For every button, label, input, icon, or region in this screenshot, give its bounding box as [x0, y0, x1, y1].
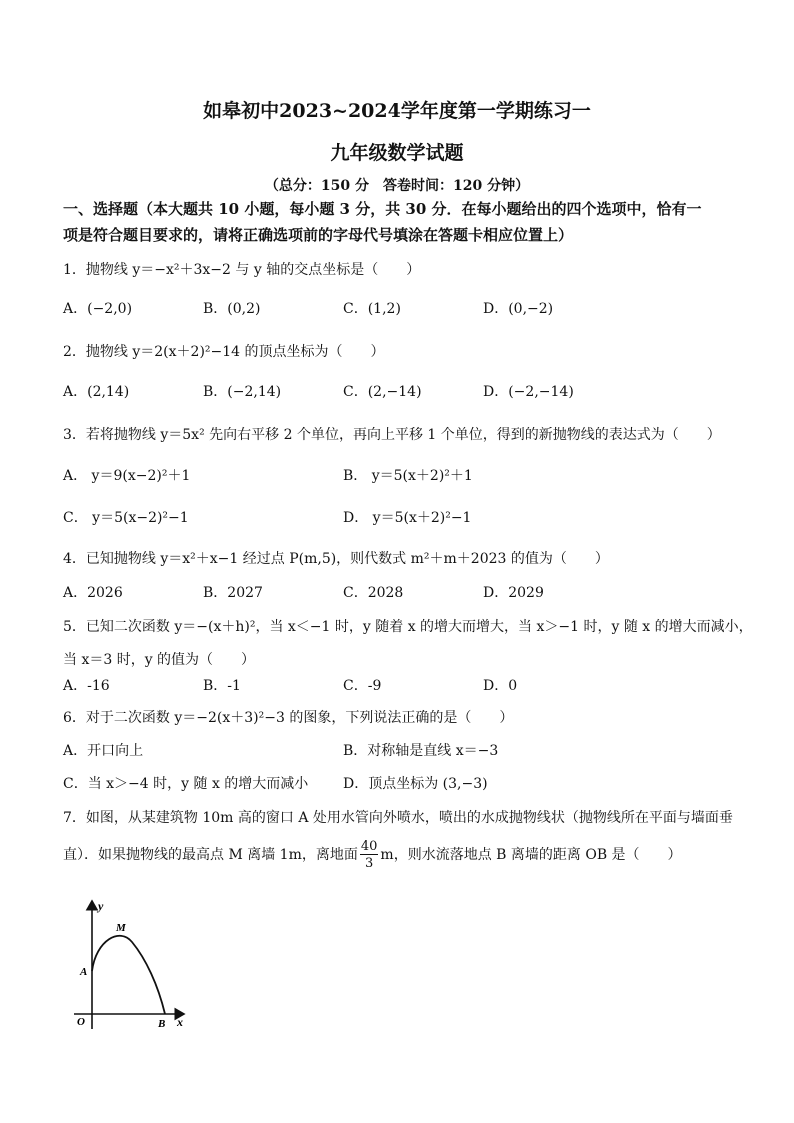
question-6-option-b: B．对称轴是直线 x＝−3	[343, 743, 499, 759]
exam-info: （总分：150 分 答卷时间：120 分钟）	[264, 178, 530, 194]
question-7-stem-continued	[63, 840, 682, 870]
parabola-figure	[60, 893, 190, 1033]
section-heading-continued: 项是符合题目要求的，请将正确选项前的字母代号填涂在答题卡相应位置上）	[63, 226, 574, 244]
question-7-stem: 7．如图，从某建筑物 10m 高的窗口 A 处用水管向外喷水，喷出的水成抛物线状（抛物线所在平面与墙面垂	[63, 810, 733, 826]
question-3-option-d: D． y＝5(x＋2)²−1	[343, 510, 472, 526]
question-3-option-c: C． y＝5(x−2)²−1	[63, 510, 189, 526]
question-3-option-a: A． y＝9(x−2)²＋1	[63, 468, 191, 484]
origin-label: O	[77, 1016, 85, 1028]
question-1-stem: 1．抛物线 y＝−x²＋3x−2 与 y 轴的交点坐标是（ ）	[63, 262, 421, 278]
question-6-option-c: C．当 x＞−4 时，y 随 x 的增大而减小	[63, 776, 309, 792]
question-5-stem: 5．已知二次函数 y＝−(x＋h)²，当 x＜−1 时，y 随着 x 的增大而增大，当 x＞−1 时，y 随 x 的增大而减小，	[63, 619, 753, 635]
question-3-option-b: B． y＝5(x＋2)²＋1	[343, 468, 473, 484]
point-a-label: A	[80, 966, 88, 978]
y-axis-label: y	[98, 899, 104, 913]
question-4-stem: 4．已知抛物线 y＝x²＋x−1 经过点 P(m,5)，则代数式 m²＋m＋2023 的值为（ ）	[63, 551, 609, 567]
question-4-option-a: A．2026	[63, 585, 123, 601]
page-title: 如皋初中2023~2024学年度第一学期练习一	[203, 100, 591, 122]
question-2-stem: 2．抛物线 y＝2(x＋2)²−14 的顶点坐标为（ ）	[63, 344, 385, 360]
question-1-option-d: D．(0,−2)	[483, 301, 554, 317]
point-b-label: B	[158, 1018, 166, 1030]
question-3-stem: 3．若将抛物线 y＝5x² 先向右平移 2 个单位，再向上平移 1 个单位，得到的新抛物线的表达式为（ ）	[63, 427, 721, 443]
fraction-denominator: 3	[365, 856, 374, 871]
height-fraction	[360, 840, 379, 870]
question-6-option-a: A．开口向上	[63, 743, 144, 759]
x-axis-label: x	[177, 1015, 183, 1029]
question-5-option-c: C．-9	[343, 678, 382, 694]
question-2-option-d: D．(−2,−14)	[483, 384, 574, 400]
question-1-option-b: B．(0,2)	[203, 301, 261, 317]
question-6-stem: 6．对于二次函数 y＝−2(x＋3)²−3 的图象，下列说法正确的是（ ）	[63, 710, 514, 726]
question-2-option-b: B．(−2,14)	[203, 384, 282, 400]
question-2-option-c: C．(2,−14)	[343, 384, 422, 400]
question-4-option-d: D．2029	[483, 585, 544, 601]
question-5-option-d: D．0	[483, 678, 518, 694]
section-heading: 一、选择题（本大题共 10 小题，每小题 3 分，共 30 分．在每小题给出的四个选项中，恰有一	[63, 200, 702, 218]
fraction-numerator: 40	[360, 839, 378, 854]
question-1-option-c: C．(1,2)	[343, 301, 401, 317]
question-5-option-a: A．-16	[63, 678, 110, 694]
question-7-text-after-fraction: m，则水流落地点 B 离墙的距离 OB 是（ ）	[380, 847, 682, 863]
point-m-label: M	[116, 922, 126, 934]
question-5-option-b: B．-1	[203, 678, 241, 694]
question-2-option-a: A．(2,14)	[63, 384, 130, 400]
question-6-option-d: D．顶点坐标为 (3,−3)	[343, 776, 488, 792]
question-4-option-b: B．2027	[203, 585, 263, 601]
question-4-option-c: C．2028	[343, 585, 404, 601]
question-5-stem-continued: 当 x＝3 时，y 的值为（ ）	[63, 652, 256, 668]
page-subtitle: 九年级数学试题	[330, 142, 464, 164]
question-1-option-a: A．(−2,0)	[63, 301, 133, 317]
question-7-text-before-fraction: 直）．如果抛物线的最高点 M 离墙 1m，离地面	[63, 847, 358, 863]
water-parabola	[92, 936, 165, 1014]
